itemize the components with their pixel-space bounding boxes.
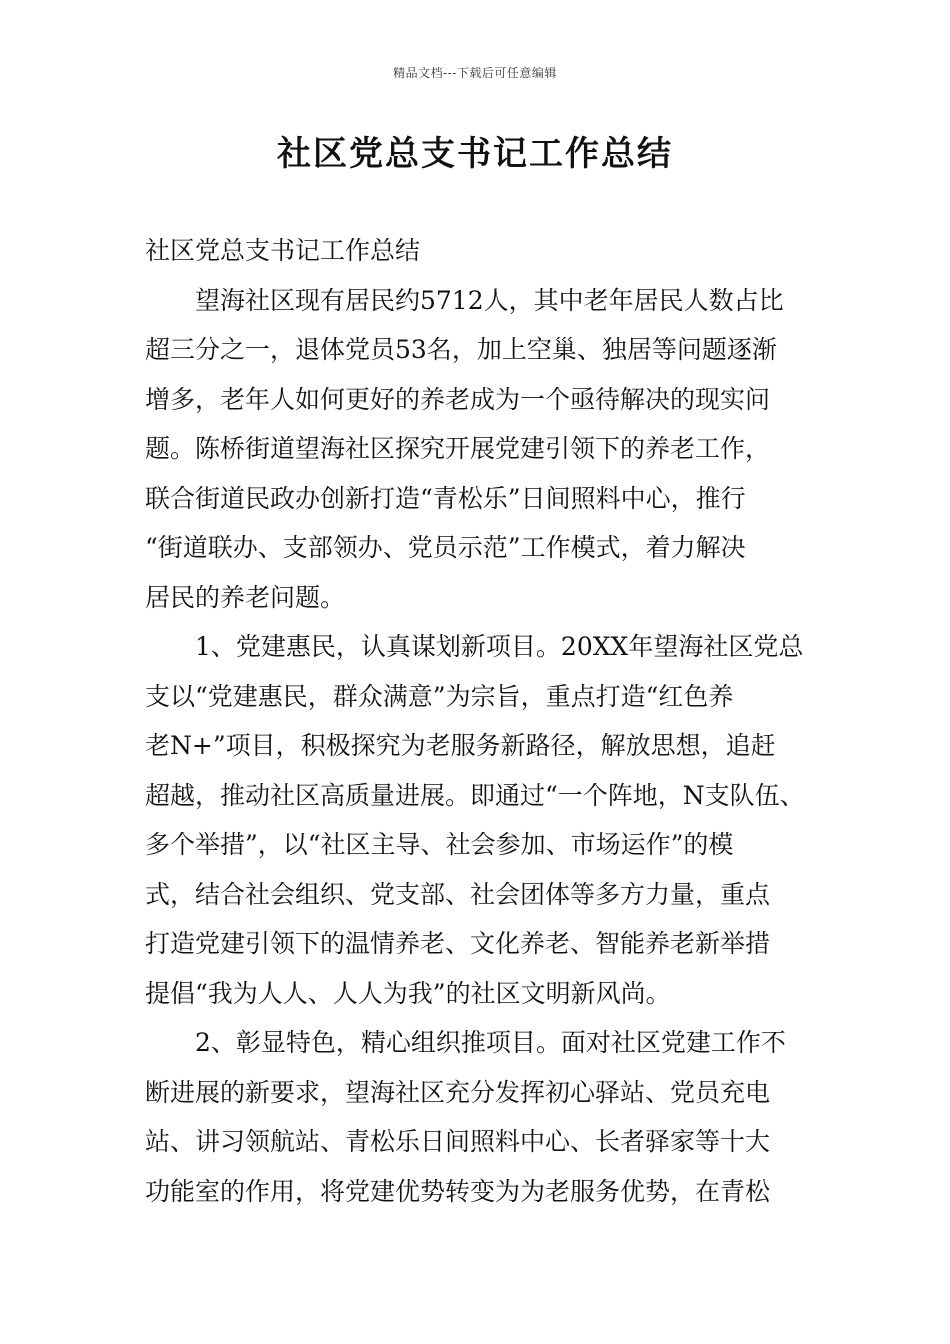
body-line: 打造党建引领下的温情养老、文化养老、智能养老新举措 [145, 929, 771, 958]
body-line: 2、彰显特色，精心组织推项目。面对社区党建工作不 [195, 1028, 786, 1057]
body-line: 社区党总支书记工作总结 [145, 236, 421, 265]
body-line: 超越，推动社区高质量进展。即通过“一个阵地，N支队伍、 [145, 780, 805, 810]
body-line: “街道联办、支部领办、党员示范”工作模式，着力解决 [145, 533, 746, 562]
body-line: 支以“党建惠民，群众满意”为宗旨，重点打造“红色养 [145, 681, 734, 711]
header-note: 精品文档---下载后可任意编辑 [393, 66, 557, 80]
body-line: 联合街道民政办创新打造“青松乐”日间照料中心，推行 [145, 483, 746, 513]
body-line: 式，结合社会组织、党支部、社会团体等多方力量，重点 [145, 879, 771, 909]
body-line: 题。陈桥街道望海社区探究开展党建引领下的养老工作， [145, 434, 771, 463]
body-line: 超三分之一，退体党员53名，加上空巢、独居等问题逐渐 [145, 335, 777, 364]
body-line: 增多，老年人如何更好的养老成为一个亟待解决的现实问 [145, 384, 771, 414]
body-line: 望海社区现有居民约5712人，其中老年居民人数占比 [195, 285, 784, 315]
body-line: 1、党建惠民，认真谋划新项目。20XX年望海社区党总 [195, 632, 804, 661]
body-line: 断进展的新要求，望海社区充分发挥初心驿站、党员充电 [145, 1077, 771, 1107]
document-body [145, 226, 807, 1216]
body-line: 功能室的作用，将党建优势转变为为老服务优势，在青松 [145, 1176, 771, 1206]
body-line: 提倡“我为人人、人人为我”的社区文明新风尚。 [145, 978, 671, 1008]
body-line: 居民的养老问题。 [145, 582, 346, 612]
body-line: 老N+”项目，积极探究为老服务新路径，解放思想，追赶 [145, 731, 776, 760]
body-line: 站、讲习领航站、青松乐日间照料中心、长者驿家等十大 [145, 1127, 771, 1156]
document-title: 社区党总支书记工作总结 [277, 134, 673, 174]
body-line: 多个举措”，以“社区主导、社会参加、市场运作”的模 [145, 830, 734, 859]
